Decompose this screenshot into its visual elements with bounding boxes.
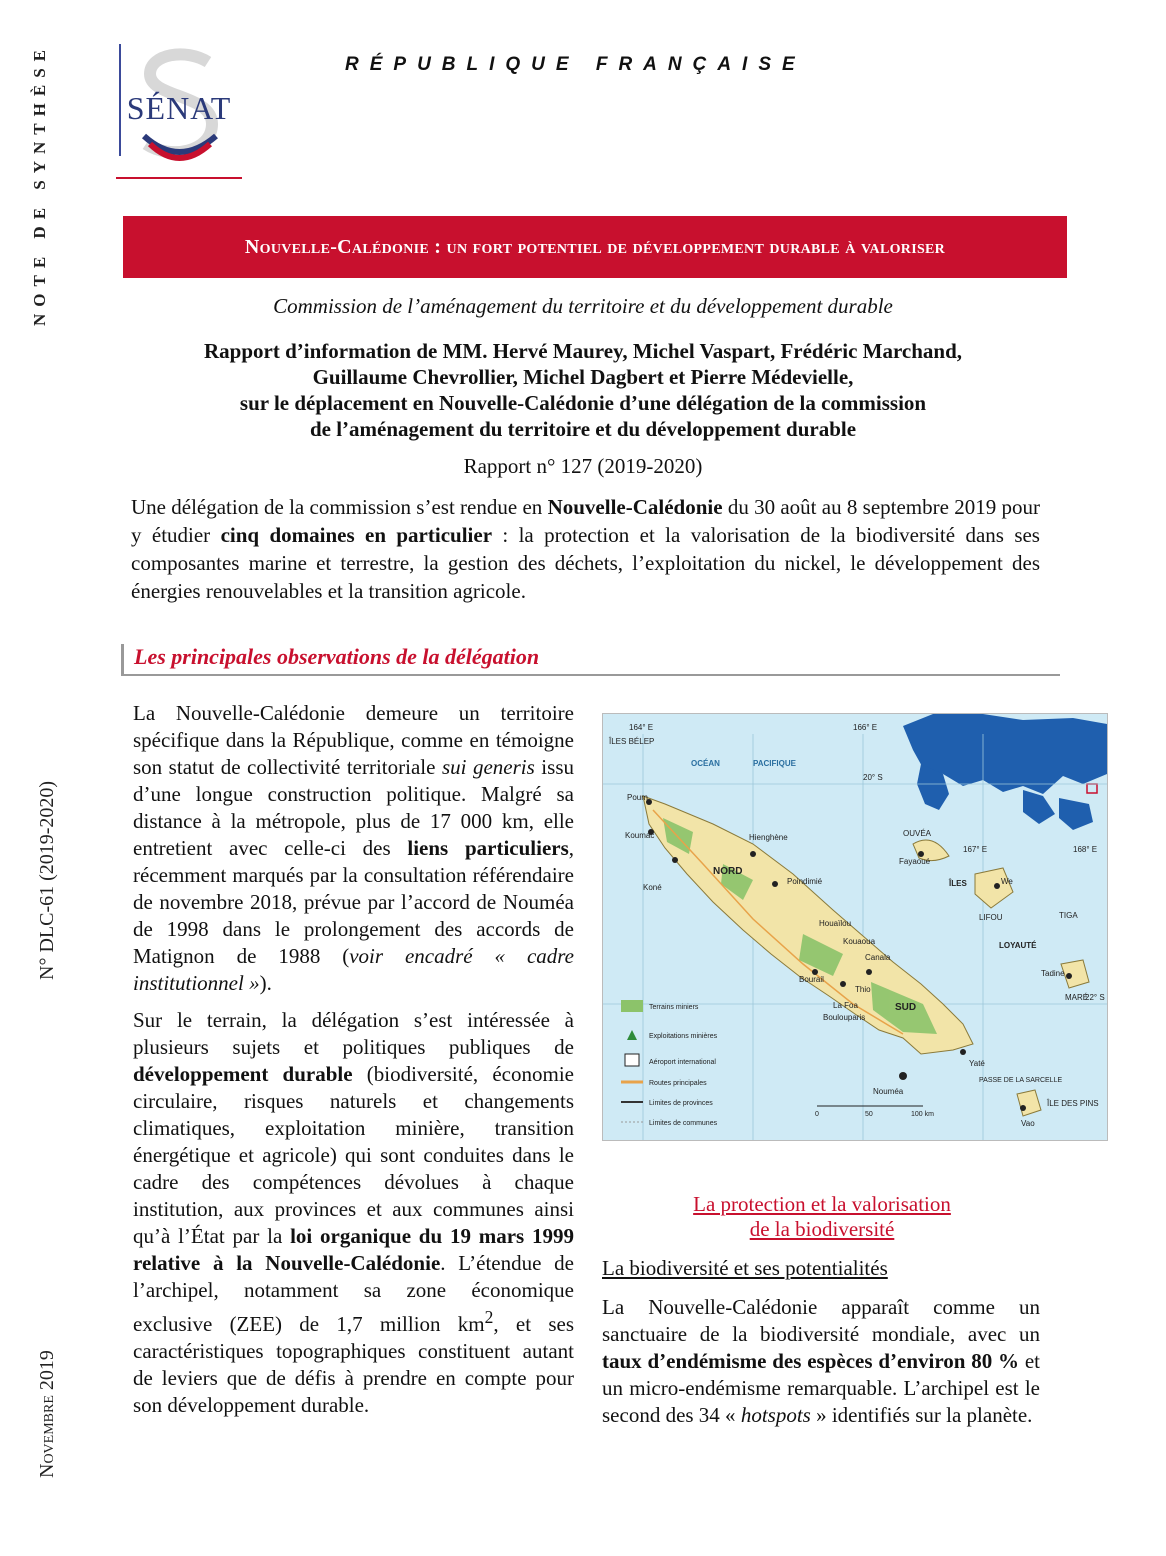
subsection-heading-line: La protection et la valorisation bbox=[693, 1192, 951, 1216]
map-legend bbox=[621, 1000, 718, 1127]
svg-text:Limites de communes: Limites de communes bbox=[649, 1120, 718, 1127]
bold-run: cinq domaines en particulier bbox=[220, 523, 493, 547]
sub-subsection-heading: La biodiversité et ses potentialités bbox=[602, 1256, 888, 1280]
rapport-info bbox=[0, 338, 1166, 442]
bold-run: taux d’endémisme des espèces d’environ 80 % bbox=[602, 1349, 1020, 1373]
bold-run: Nouvelle-Calédonie bbox=[547, 495, 723, 519]
svg-text:166° E: 166° E bbox=[853, 723, 878, 732]
paragraph bbox=[602, 1294, 1040, 1429]
section-heading bbox=[121, 644, 1060, 676]
svg-text:SUD: SUD bbox=[895, 1002, 917, 1013]
svg-text:22° S: 22° S bbox=[1085, 993, 1105, 1002]
svg-text:Thio: Thio bbox=[855, 985, 871, 994]
subsection-heading bbox=[602, 1192, 1042, 1242]
rapport-info-line: de l’aménagement du territoire et du développement durable bbox=[309, 417, 857, 441]
svg-text:164° E: 164° E bbox=[629, 723, 654, 732]
text-run: Sur le terrain, la délégation s’est intéressée à plusieurs sujets et politiques publiques de bbox=[133, 1008, 574, 1059]
rapport-info-line: Guillaume Chevrollier, Michel Dagbert et Pierre Médevielle, bbox=[312, 365, 854, 389]
world-inset bbox=[903, 714, 1107, 830]
svg-text:Kouaoua: Kouaoua bbox=[843, 937, 876, 946]
text-run: » identifiés sur la planète. bbox=[810, 1403, 1033, 1427]
section-title: Les principales observations de la délégation bbox=[134, 644, 540, 669]
svg-text:TIGA: TIGA bbox=[1059, 911, 1078, 920]
paragraph bbox=[133, 700, 574, 997]
svg-text:Canala: Canala bbox=[865, 953, 891, 962]
republic-header: RÉPUBLIQUE FRANÇAISE bbox=[345, 54, 806, 75]
svg-text:PASSE DE LA SARCELLE: PASSE DE LA SARCELLE bbox=[979, 1077, 1063, 1084]
svg-text:Terrains miniers: Terrains miniers bbox=[649, 1004, 699, 1011]
italic-run: sui generis bbox=[441, 755, 535, 779]
svg-text:0: 0 bbox=[815, 1111, 819, 1118]
svg-text:Nouméa: Nouméa bbox=[873, 1087, 904, 1096]
text-run: Une délégation de la commission s’est rendue en bbox=[131, 495, 548, 519]
svg-text:Koumac: Koumac bbox=[625, 831, 655, 840]
senat-logo bbox=[116, 44, 242, 180]
side-note-label: NOTE DE SYNTHÈSE bbox=[30, 43, 49, 326]
intro-paragraph bbox=[131, 493, 1040, 605]
new-caledonia-map bbox=[602, 713, 1108, 1141]
svg-text:Poindimié: Poindimié bbox=[787, 877, 823, 886]
svg-text:NORD: NORD bbox=[713, 866, 743, 877]
svg-text:167° E: 167° E bbox=[963, 845, 988, 854]
text-run: ). bbox=[259, 971, 272, 995]
text-run: La Nouvelle-Calédonie demeure un territoire spécifique dans la République, comme en témoigne son statut de collectivité territoriale bbox=[133, 701, 574, 779]
banner-title: Nouvelle-Calédonie : un fort potentiel de développement durable à valoriser bbox=[244, 235, 946, 258]
svg-text:LIFOU: LIFOU bbox=[979, 913, 1003, 922]
side-ref-label: N° DLC-61 (2019-2020) bbox=[36, 780, 58, 980]
svg-text:Fayaoué: Fayaoué bbox=[899, 857, 931, 866]
svg-text:100 km: 100 km bbox=[911, 1111, 934, 1118]
logo-text: SÉNAT bbox=[126, 90, 232, 126]
svg-text:ÎLE DES PINS: ÎLE DES PINS bbox=[1047, 1099, 1099, 1108]
svg-text:20° S: 20° S bbox=[863, 773, 883, 782]
svg-text:168° E: 168° E bbox=[1073, 845, 1098, 854]
svg-text:Houaïlou: Houaïlou bbox=[819, 919, 852, 928]
svg-text:LOYAUTÉ: LOYAUTÉ bbox=[999, 941, 1037, 950]
text-run: et un micro-endémisme remarquable. L’archipel est le second des 34 « bbox=[602, 1349, 1040, 1427]
svg-text:50: 50 bbox=[865, 1111, 873, 1118]
svg-text:MARÉ: MARÉ bbox=[1065, 993, 1089, 1002]
svg-text:Koné: Koné bbox=[643, 883, 662, 892]
side-date-label: Novembre 2019 bbox=[36, 1350, 58, 1478]
svg-text:ÎLES BÉLEP: ÎLES BÉLEP bbox=[609, 737, 655, 746]
svg-text:La Foa: La Foa bbox=[833, 1001, 858, 1010]
subsection-heading-line: de la biodiversité bbox=[749, 1217, 895, 1241]
svg-text:PACIFIQUE: PACIFIQUE bbox=[753, 759, 796, 768]
rapport-info-line: sur le déplacement en Nouvelle-Calédonie d’une délégation de la commission bbox=[239, 391, 927, 415]
svg-text:We: We bbox=[1001, 877, 1013, 886]
text-run: , et ses caractéristiques topographiques constituent autant de leviers que de défis à prendre en compte pour son développement durable. bbox=[133, 1312, 574, 1417]
superscript: 2 bbox=[484, 1307, 494, 1327]
italic-run: voir encadré « cadre institutionnel » bbox=[133, 944, 574, 995]
svg-text:Bourail: Bourail bbox=[799, 975, 824, 984]
left-column bbox=[133, 700, 574, 1429]
rapport-info-line: Rapport d’information de MM. Hervé Maurey, Michel Vaspart, Frédéric Marchand, bbox=[203, 339, 963, 363]
text-run: issu d’une longue construction politique. Malgré sa distance à la métropole, plus de 17 000 km, elle entretient avec celle-ci des bbox=[133, 755, 574, 860]
svg-text:Aéroport international: Aéroport international bbox=[649, 1059, 716, 1066]
text-run: . L’étendue de l’archipel, notamment sa zone économique exclusive (ZEE) de 1,7 million km bbox=[133, 1251, 574, 1336]
svg-text:Tadine: Tadine bbox=[1041, 969, 1065, 978]
paragraph bbox=[133, 1007, 574, 1419]
right-column bbox=[602, 1294, 1040, 1429]
svg-text:Exploitations minières: Exploitations minières bbox=[649, 1033, 718, 1040]
text-run: du 30 août au 8 septembre 2019 pour y étudier bbox=[131, 495, 1040, 547]
text-run: : la protection et la valorisation de la biodiversité dans ses composantes marine et terrestre, la gestion des déchets, l’exploitation du nickel, le développement des énergies renouvelables et la transition agricole. bbox=[131, 523, 1040, 603]
commission-line: Commission de l’aménagement du territoire et du développement durable bbox=[273, 294, 893, 318]
svg-text:OUVÉA: OUVÉA bbox=[903, 829, 932, 838]
svg-text:Poum: Poum bbox=[627, 793, 648, 802]
svg-text:ÎLES: ÎLES bbox=[949, 879, 967, 888]
svg-text:OCÉAN: OCÉAN bbox=[691, 759, 720, 768]
text-run: (biodiversité, économie circulaire, risques naturels et changements climatiques, exploitation minière, transition énergétique et agricole) qui sont conduites dans le cadre des compétences dévolues à chaque institution, aux provinces et aux communes ainsi qu’à l’État par la bbox=[133, 1062, 574, 1248]
svg-text:Routes principales: Routes principales bbox=[649, 1080, 707, 1087]
svg-text:Yaté: Yaté bbox=[969, 1059, 985, 1068]
svg-text:Boulouparis: Boulouparis bbox=[823, 1013, 866, 1022]
rapport-number: Rapport n° 127 (2019-2020) bbox=[463, 454, 703, 478]
bold-run: liens particuliers bbox=[407, 836, 569, 860]
text-run: , récemment marqués par la consultation référendaire de novembre 2018, prévue par l’accord de Nouméa de 1998 dans le prolongement des accords de Matignon de 1988 ( bbox=[133, 836, 575, 968]
svg-text:Vao: Vao bbox=[1021, 1119, 1035, 1128]
title-banner bbox=[123, 216, 1067, 278]
italic-run: hotspots bbox=[740, 1403, 811, 1427]
bold-run: développement durable bbox=[133, 1062, 353, 1086]
bold-run: loi organique du 19 mars 1999 relative à la Nouvelle-Calédonie bbox=[133, 1224, 574, 1275]
svg-text:Limites de provinces: Limites de provinces bbox=[649, 1100, 713, 1107]
svg-text:Hienghène: Hienghène bbox=[749, 833, 788, 842]
text-run: La Nouvelle-Calédonie apparaît comme un sanctuaire de la biodiversité mondiale, avec un bbox=[602, 1295, 1040, 1346]
